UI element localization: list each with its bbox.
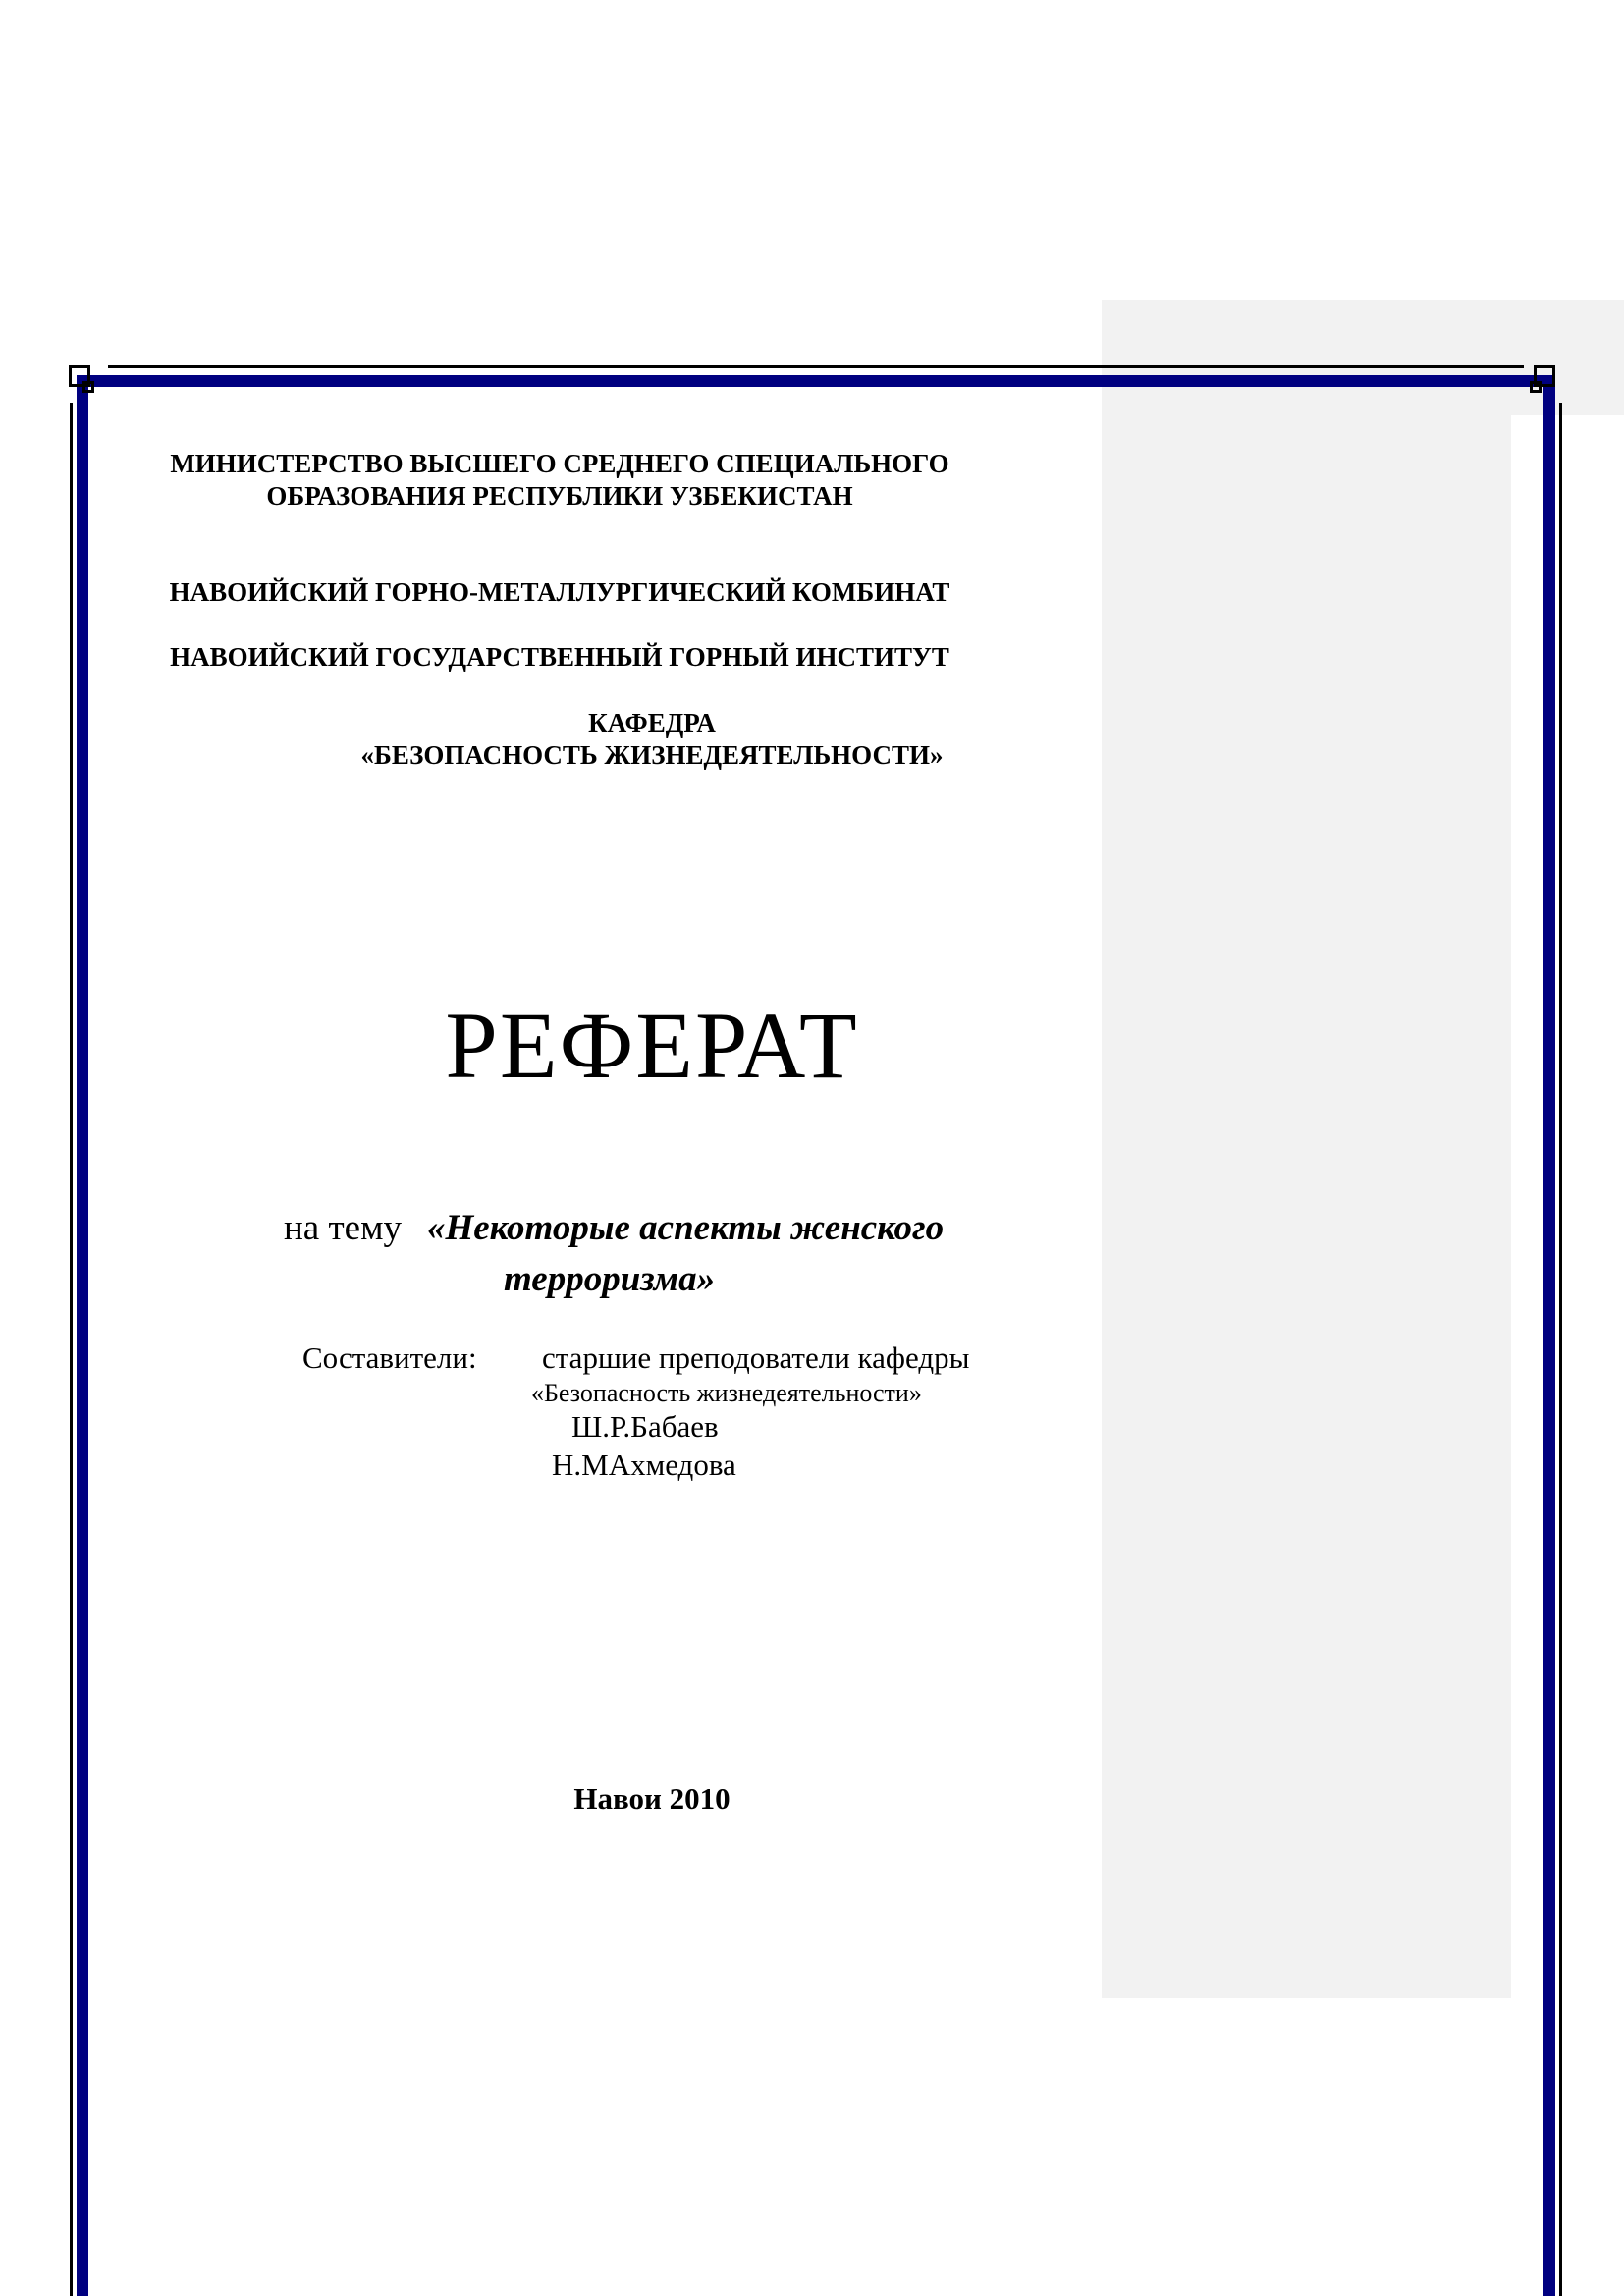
side-panel-gap [1511,415,1624,1998]
border-right-navy [1543,375,1555,2296]
department-label: КАФЕДРА [588,708,716,738]
side-panel-inner [1102,415,1511,1998]
authors-description: старшие преподователи кафедры [542,1340,970,1375]
authors-department: «Безопасность жизнедеятельности» [531,1379,922,1407]
page-title: РЕФЕРАТ [445,993,859,1098]
border-left-navy [77,375,88,2296]
ministry-line-1: МИНИСТЕРСТВО ВЫСШЕГО СРЕДНЕГО СПЕЦИАЛЬНОГО [170,449,949,478]
authors-label: Составители: [302,1340,477,1375]
topic-prefix: на тему [284,1208,402,1248]
author-name: Н.МАхмедова [552,1448,736,1482]
border-left-thin [70,403,73,2296]
border-corner-top-right-inner [1530,381,1542,393]
border-top-thin [108,365,1524,368]
place-year: Навои 2010 [573,1781,731,1816]
border-corner-top-left-inner [82,381,94,393]
topic-title-part-1: «Некоторые аспекты женского [426,1208,945,1248]
ministry-line-2: ОБРАЗОВАНИЯ РЕСПУБЛИКИ УЗБЕКИСТАН [266,481,853,511]
combine-name: НАВОИЙСКИЙ ГОРНО-МЕТАЛЛУРГИЧЕСКИЙ КОМБИНАТ [169,577,950,607]
institute-name: НАВОИЙСКИЙ ГОСУДАРСТВЕННЫЙ ГОРНЫЙ ИНСТИТУТ [170,642,949,672]
department-name: «БЕЗОПАСНОСТЬ ЖИЗНЕДЕЯТЕЛЬНОСТИ» [360,740,944,770]
topic-line-1 [284,1203,944,1254]
author-name: Ш.Р.Бабаев [571,1409,719,1444]
border-top-navy [77,375,1555,387]
topic-title-part-2: терроризма» [504,1259,716,1299]
border-right-thin [1559,403,1562,2296]
